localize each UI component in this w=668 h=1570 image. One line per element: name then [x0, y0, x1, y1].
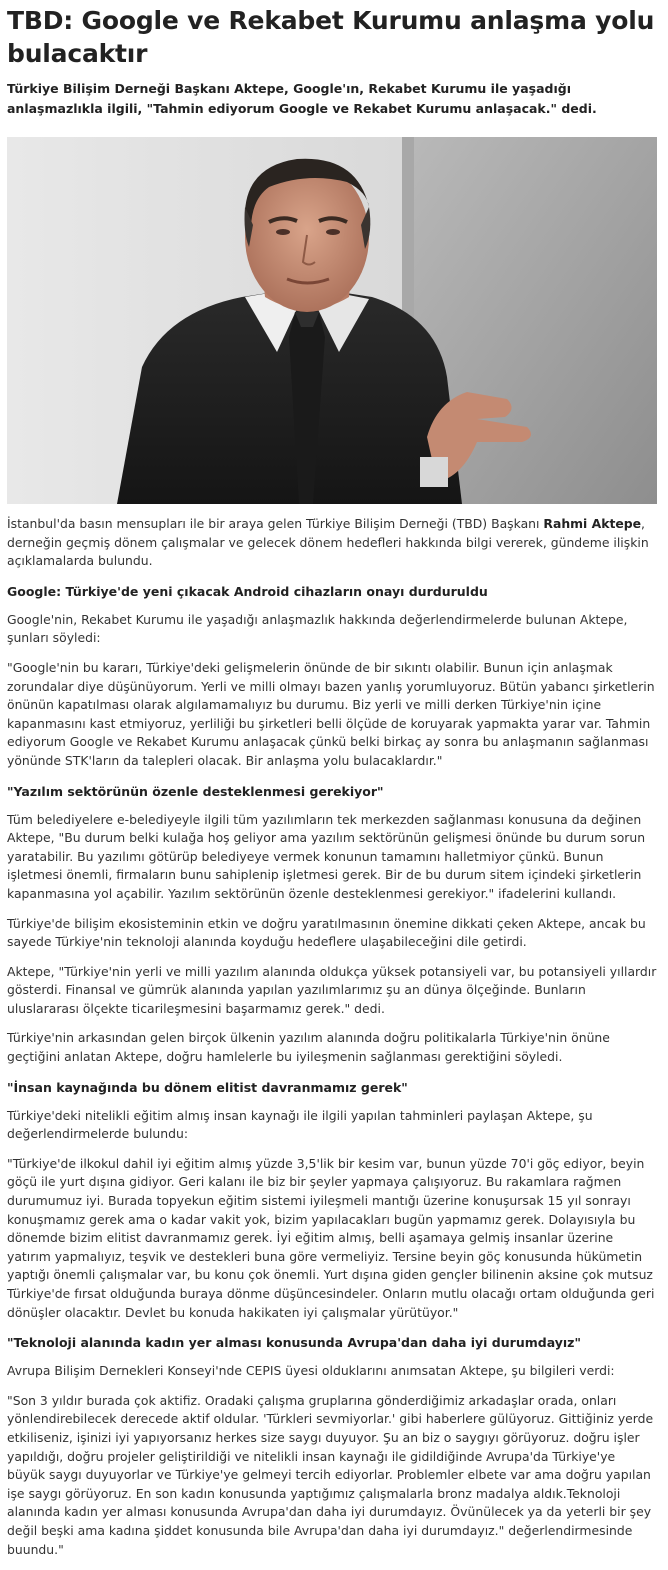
paragraph: "Google'nin bu kararı, Türkiye'deki gelişmelerin önünde de bir sıkıntı olabilir. Bunun için anlaşmak zorundalar diye düşünüyorum. Yerli ve milli olmayı bazen yanlış yorumluyoruz. Bütün yabancı şirketlerin önünün kapatılması olarak algılamamalıyız bu durumu. Biz yerli ve milli derken Türkiye'nin içine kapanmasını kast etmiyoruz, yerliliği bu şirketleri belli ölçüde de koruyarak yapmakta yarar var. Tahmin ediyorum Google ve Rekabet Kurumu anlaşacak çünkü belki birkaç ay sonra bu anlaşmanın sağlanması yönünde STK'ların da talepleri olacak. Bir anlaşma yolu bulacaklardır.": [7, 659, 655, 768]
paragraph: Google'nin, Rekabet Kurumu ile yaşadığı anlaşmazlık hakkında değerlendirmelerde bulunan Aktepe, şunları söyledi:: [7, 611, 628, 646]
paragraph: Tüm belediyelere e-belediyeyle ilgili tüm yazılımların tek merkezden sağlanması konusuna da değinen Aktepe, "Bu durum belki kulağa hoş geliyor ama yazılım sektörünün gelişmesi önünde bu durum sorun yaratabilir. Bu yazılımı götürüp belediyeye vermek konunun tamamını halletmiyor çünkü. Bunun işletmesi önemli, firmaların bunu sahiplenip işletmesi gerek. Bir de bu durum sitem içindeki şirketlerin kapanmasına yol açabilir. Yazılım sektörünün özenle desteklenmesi gerekiyor." ifadelerini kullandı.: [7, 811, 646, 901]
section-heading: "Teknoloji alanında kadın yer alması konusunda Avrupa'dan daha iyi durumdayız": [7, 1335, 581, 1351]
article-photo: [7, 137, 657, 504]
paragraph: Avrupa Bilişim Dernekleri Konseyi'nde CEPIS üyesi olduklarını anımsatan Aktepe, şu bilgileri verdi:: [7, 1363, 615, 1379]
related-article-link[interactable]: Google: Türkiye'de yeni çıkacak Android cihazların onayı durduruldu: [7, 583, 488, 599]
article-summary: Türkiye Bilişim Derneği Başkanı Aktepe, Google'ın, Rekabet Kurumu ile yaşadığı anlaşmazlıkla ilgili, "Tahmin ediyorum Google ve Rekabet Kurumu anlaşacak." dedi.: [7, 81, 597, 116]
paragraph: "Türkiye'de ilkokul dahil iyi eğitim almış yüzde 3,5'lik bir kesim var, bunun yüzde 70'i göç ediyor, beyin göçü ile yurt dışına gidiyor. Geri kalanı ile biz bir şeyler yapmaya çalışıyoruz. Bu rakamlara rağmen durumumuz iyi. Burada topyekun eğitim sistemi iyileşmeli mantığı üzerine konuşursak 15 yıl sonrayı konuşmamız gerek ama o kadar vakit yok, bizim yapılacakları bugün yapmamız gerek. Dolayısıyla bu dönemde bizim elitist davranmamız gerek. İyi eğitim almış, belli aşamaya gelmiş insanlar üzerine yatırım yapmalıyız, teşvik ve destekleri buna göre vermeliyiz. Tersine beyin göç konusunda hükümetin yaptığı önemli çalışmalar var, bu konu çok önemli. Yurt dışına giden gençler bilinenin aksine çok mutsuz Türkiye'de fırsat olduğunda buraya dönme düşüncesindeler. Onların mutlu olacağı ortam olduğunda geri dönüşler olacaktır. Devlet bu konuda hakikaten iyi çalışmalar yürütüyor.": [7, 1155, 655, 1320]
intro-paragraph: İstanbul'da basın mensupları ile bir araya gelen Türkiye Bilişim Derneği (TBD) Başkanı Rahmi Aktepe, derneğin geçmiş dönem çalışmalar ve gelecek dönem hedefleri hakkında bilgi vererek, gündeme ilişkin açıklamalarda bulundu.: [7, 516, 649, 569]
section-heading: "Yazılım sektörünün özenle desteklenmesi gerekiyor": [7, 783, 384, 799]
paragraph: Türkiye'de bilişim ekosisteminin etkin ve doğru yaratılmasının önemine dikkati çeken Aktepe, ancak bu sayede Türkiye'nin teknoloji alanında koyduğu hedeflere ulaşabileceğini dile getirdi.: [7, 915, 646, 950]
paragraph: "Son 3 yıldır burada çok aktifiz. Oradaki çalışma gruplarına gönderdiğimiz arkadaşlar orada, onları yönlendirebilecek derecede aktif oldular. 'Türkleri sevmiyorlar.' gibi haberlere gülüyoruz. Gittiğiniz yerde etkiliseniz, işinizi iyi yapıyorsanız herkes size saygı duyuyor. Şu an biz o saygıyı görüyoruz. doğru işler yapıldığı, doğru projeler geliştirildiği ve nitelikli insan kaynağı ile gidildiğinde Avrupa'da Türkiye'ye büyük saygı duyuyorlar ve Türkiye'ye gelmeyi tercih ediyorlar. Problemler elbete var ama doğru yapılan işe saygı görüyoruz. En son kadın konusunda yaptığımız çalışmalarla bronz madalya aldık.Teknoloji alanında kadın yer alması konusunda Avrupa'dan daha iyi durumdayız. Övünülecek ya da yeterli bir şey değil beşki ama kadına şiddet konusunda bile Avrupa'dan daha iyi durumdayız." değerlendirmesinde buundu.": [7, 1392, 654, 1557]
paragraph: Aktepe, "Türkiye'nin yerli ve milli yazılım alanında oldukça yüksek potansiyeli var, bu potansiyeli yıllardır gösterdi. Finansal ve gümrük alanında yapılan yazılımlarımız şu an dünya ölçeğinde. Bunların uluslararası ölçekte ticarileşmesini başarmamız gerek." dedi.: [7, 963, 657, 1016]
paragraph: Türkiye'nin arkasından gelen birçok ülkenin yazılım alanında doğru politikalarla Türkiye'nin önüne geçtiğini anlatan Aktepe, doğru hamlelerle bu iyileşmenin sağlanması gerektiğini söyledi.: [7, 1030, 610, 1065]
article-title: TBD: Google ve Rekabet Kurumu anlaşma yolu bulacaktır: [7, 6, 655, 68]
paragraph: Türkiye'deki nitelikli eğitim almış insan kaynağı ile ilgili yapılan tahminleri paylaşan Aktepe, şu değerlendirmelerde bulundu:: [7, 1107, 593, 1142]
section-heading: "İnsan kaynağında bu dönem elitist davranmamız gerek": [7, 1079, 408, 1095]
article-body: [7, 515, 657, 1570]
person-name: Rahmi Aktepe: [543, 516, 642, 531]
